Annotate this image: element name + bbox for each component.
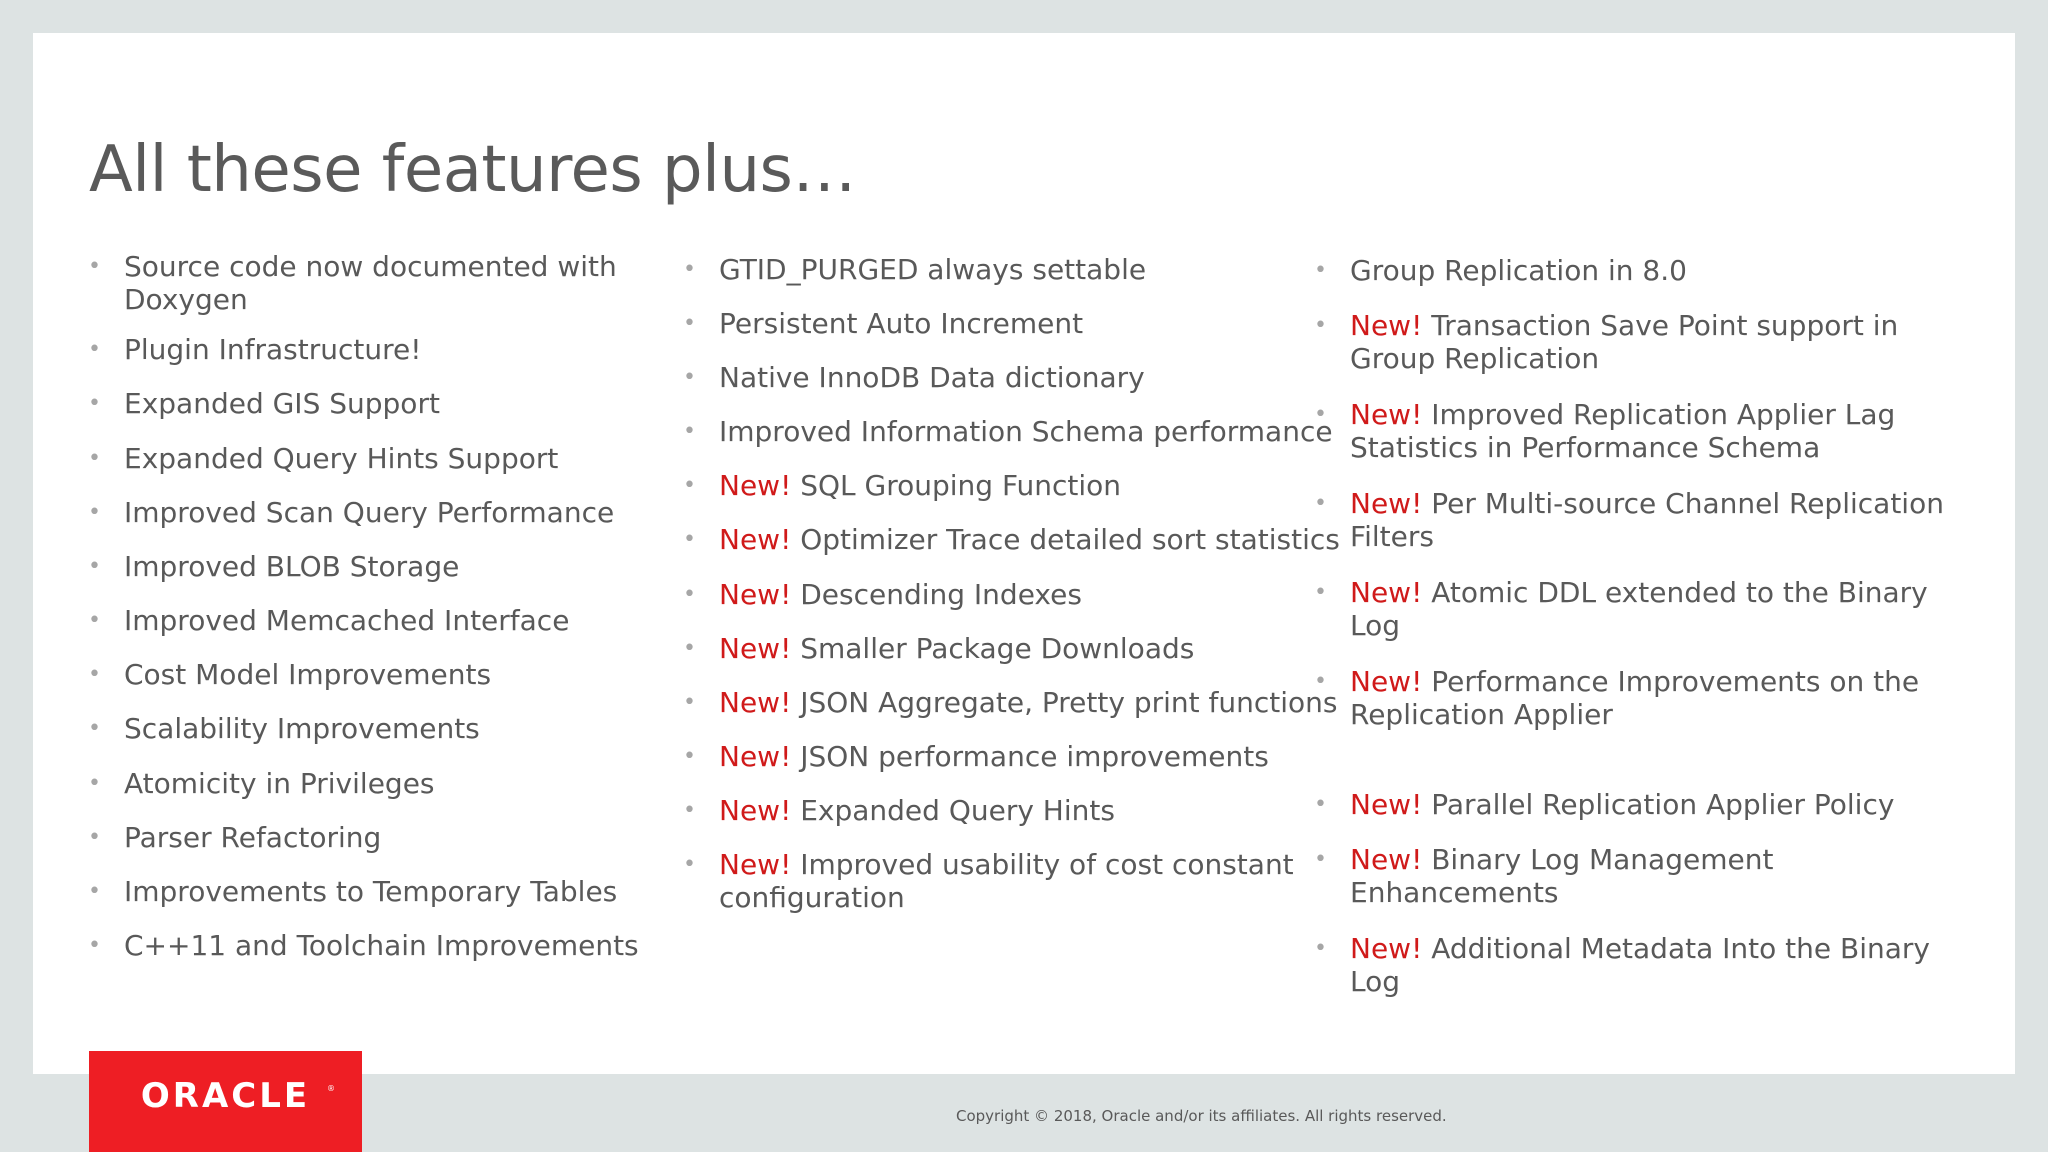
item-text-continued: configuration	[719, 881, 905, 914]
item-text: Scalability Improvements	[124, 712, 480, 745]
item-text: Expanded GIS Support	[124, 387, 440, 420]
item-text: Binary Log Management	[1431, 843, 1774, 876]
item-text: C++11 and Toolchain Improvements	[124, 929, 639, 962]
list-item	[719, 686, 1337, 719]
new-badge: New!	[719, 469, 792, 502]
item-text-continued: Group Replication	[1350, 342, 1600, 375]
new-badge: New!	[719, 523, 792, 556]
slide	[33, 33, 2015, 1074]
item-text: Cost Model Improvements	[124, 658, 492, 691]
list-item	[124, 821, 381, 854]
new-badge: New!	[719, 686, 792, 719]
new-badge: New!	[1350, 576, 1423, 609]
list-item	[1350, 843, 1773, 909]
item-text: Expanded Query Hints Support	[124, 442, 559, 475]
item-text: Improvements to Temporary Tables	[124, 875, 618, 908]
new-badge: New!	[719, 632, 792, 665]
new-badge: New!	[1350, 932, 1423, 965]
new-badge: New!	[719, 740, 792, 773]
list-item	[719, 740, 1269, 773]
item-text: Expanded Query Hints	[800, 794, 1115, 827]
list-item	[124, 604, 569, 637]
item-text: Plugin Infrastructure!	[124, 333, 422, 366]
item-text: Improved Memcached Interface	[124, 604, 570, 637]
item-text: Parallel Replication Applier Policy	[1431, 788, 1895, 821]
list-item	[719, 253, 1146, 286]
item-text: Improved BLOB Storage	[124, 550, 460, 583]
item-text-continued: Replication Applier	[1350, 698, 1613, 731]
item-text: Parser Refactoring	[124, 821, 382, 854]
item-text: JSON performance improvements	[800, 740, 1269, 773]
item-text: Transaction Save Point support in	[1431, 309, 1899, 342]
list-item	[124, 550, 459, 583]
item-text: Atomicity in Privileges	[124, 767, 435, 800]
new-badge: New!	[1350, 309, 1423, 342]
item-text: Descending Indexes	[800, 578, 1082, 611]
item-text-continued: Filters	[1350, 520, 1434, 553]
item-text: GTID_PURGED always settable	[719, 253, 1147, 286]
new-badge: New!	[1350, 487, 1423, 520]
list-item	[1350, 254, 1687, 287]
item-text: Improved usability of cost constant	[800, 848, 1294, 881]
new-badge: New!	[719, 578, 792, 611]
item-text: Additional Metadata Into the Binary	[1431, 932, 1930, 965]
list-item	[124, 767, 435, 800]
item-text-continued: Log	[1350, 965, 1401, 998]
item-text: Smaller Package Downloads	[800, 632, 1195, 665]
item-text-continued: Doxygen	[124, 283, 248, 316]
item-text: Improved Information Schema performance	[719, 415, 1333, 448]
list-item	[719, 578, 1082, 611]
list-item	[124, 712, 480, 745]
new-badge: New!	[1350, 843, 1423, 876]
list-item	[1350, 788, 1894, 821]
list-item	[124, 496, 614, 529]
list-item	[719, 307, 1083, 340]
new-badge: New!	[719, 794, 792, 827]
list-item	[719, 523, 1340, 556]
oracle-logo	[89, 1051, 362, 1152]
list-item	[1350, 398, 1895, 464]
item-text: Performance Improvements on the	[1431, 665, 1920, 698]
new-badge: New!	[1350, 665, 1423, 698]
list-item	[124, 658, 491, 691]
new-badge: New!	[1350, 788, 1423, 821]
item-text: Native InnoDB Data dictionary	[719, 361, 1145, 394]
item-text-continued: Log	[1350, 609, 1401, 642]
item-text: Optimizer Trace detailed sort statistics	[800, 523, 1340, 556]
item-text: Improved Replication Applier Lag	[1431, 398, 1896, 431]
item-text: Improved Scan Query Performance	[124, 496, 615, 529]
list-item	[124, 875, 617, 908]
item-text: Source code now documented with	[124, 250, 617, 283]
item-text: JSON Aggregate, Pretty print functions	[800, 686, 1338, 719]
item-text: SQL Grouping Function	[800, 469, 1122, 502]
list-item	[124, 929, 639, 962]
item-text: Per Multi-source Channel Replication	[1431, 487, 1944, 520]
list-item	[719, 632, 1194, 665]
item-text: Persistent Auto Increment	[719, 307, 1084, 340]
list-item	[1350, 309, 1898, 375]
list-item	[719, 469, 1121, 502]
list-item	[1350, 932, 1930, 998]
list-item	[1350, 665, 1919, 731]
item-text-continued: Statistics in Performance Schema	[1350, 431, 1821, 464]
list-item	[719, 794, 1115, 827]
list-item	[1350, 487, 1944, 553]
copyright-notice: Copyright © 2018, Oracle and/or its affiliates. All rights reserved.	[956, 1107, 1447, 1125]
list-item	[1350, 576, 1928, 642]
registered-mark: ®	[327, 1084, 335, 1093]
list-item	[124, 387, 440, 420]
list-item	[719, 361, 1145, 394]
oracle-logo-text: ORACLE	[140, 1075, 311, 1116]
new-badge: New!	[1350, 398, 1423, 431]
item-text: Atomic DDL extended to the Binary	[1431, 576, 1928, 609]
item-text-continued: Enhancements	[1350, 876, 1559, 909]
list-item	[124, 333, 421, 366]
list-item	[124, 442, 558, 475]
item-text: Group Replication in 8.0	[1350, 254, 1687, 287]
list-item	[719, 415, 1333, 448]
slide-title: All these features plus…	[89, 133, 856, 207]
list-item	[124, 250, 617, 316]
list-item	[719, 848, 1294, 914]
new-badge: New!	[719, 848, 792, 881]
